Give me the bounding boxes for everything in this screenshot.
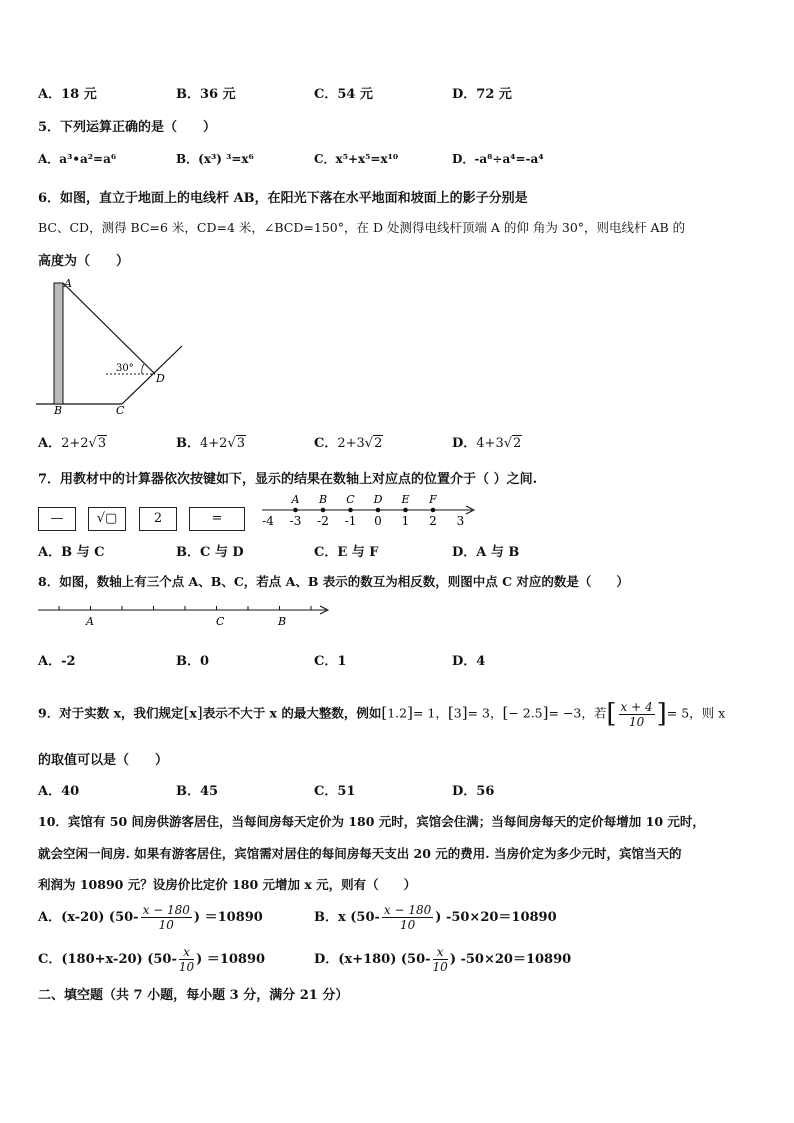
q10-option-b-pre: B．x (50-	[314, 910, 380, 925]
q6-option-a-label: A．	[38, 436, 62, 451]
q9-eq-4: = 5，则 x	[666, 705, 726, 721]
q10-option-c-frac	[179, 945, 194, 974]
q7-stem: 7．用教材中的计算器依次按键如下，显示的结果在数轴上对应点的位置介于（ ）之间.	[38, 472, 538, 487]
q10-option-d-den: 10	[432, 960, 448, 974]
q6-option-b: B．4+2√3	[176, 436, 246, 451]
q4-option-d: D．72 元	[452, 87, 512, 102]
q10-option-d-post: ) -50×20＝10890	[449, 952, 572, 967]
q6-option-b-label: B．	[176, 436, 200, 451]
q8-stem: 8．如图，数轴上有三个点 A、B、C，若点 A、B 表示的数互为相反数，则图中点 C 对应的数是（ ）	[38, 574, 629, 589]
q10-option-b-post: ) -50×20＝10890	[435, 910, 557, 925]
q6-option-d: D．4+3√2	[452, 436, 522, 451]
q6-option-d-expr: 4+3	[476, 436, 504, 451]
q10-option-a-den: 10	[158, 918, 174, 932]
q5-option-c: C．x⁵+x⁵=x¹⁰	[314, 152, 399, 166]
q7-tick-label: 2	[429, 514, 437, 528]
q8-option-b: B．0	[176, 654, 210, 669]
q9-fraction-den: 10	[628, 714, 645, 729]
q7-point	[403, 508, 408, 513]
q6-option-c-label: C．	[314, 436, 338, 451]
q7-tick-label: -4	[262, 514, 274, 528]
q9-example-3: − 2.5	[508, 705, 543, 721]
q6-option-c: C．2+3√2	[314, 436, 383, 451]
q10-option-b-den: 10	[399, 918, 416, 932]
q7-point	[431, 508, 436, 513]
q6-stem-line1: 6．如图，直立于地面上的电线杆 AB，在阳光下落在水平地面和坡面上的影子分别是	[38, 191, 528, 206]
q6-stem-line2: BC、CD，测得 BC=6 米，CD=4 米，∠BCD=150°，在 D 处测得电线杆顶端 A 的仰 角为 30°，则电线杆 AB 的	[38, 220, 686, 235]
slope-line	[122, 346, 182, 404]
section-2-heading: 二、填空题（共 7 小题，每小题 3 分，满分 21 分）	[38, 988, 349, 1003]
q7-point	[293, 508, 298, 513]
q8-label-C: C	[216, 615, 225, 628]
q7-option-c: C．E 与 F	[314, 545, 379, 560]
calc-key-2: 2	[139, 507, 177, 531]
sun-ray	[63, 283, 155, 374]
q6-figure	[30, 276, 200, 418]
q7-option-d: D．A 与 B	[452, 545, 520, 560]
label-C: C	[116, 404, 125, 417]
calc-key-sqrt: √▢	[88, 507, 126, 531]
q10-option-a-pre: A．(x-20) (50-	[38, 910, 139, 925]
q9-option-d: D．56	[452, 784, 495, 799]
q6-option-a-radicand: 3	[97, 436, 107, 451]
q6-option-d-radicand: 2	[513, 436, 522, 451]
q10-option-b	[314, 903, 557, 932]
q9-text-1: 9．对于实数 x，我们规定	[38, 705, 184, 721]
q10-option-c-post: ) ＝10890	[196, 952, 266, 967]
q5-stem: 5．下列运算正确的是（ ）	[38, 120, 217, 135]
q10-option-b-num: x − 180	[383, 903, 432, 917]
q9-example-1: 1.2	[387, 705, 408, 721]
q9-fraction	[619, 700, 655, 729]
q10-stem-line2: 就会空闲一间房. 如果有游客居住，宾馆需对居住的每间房每天支出 20 元的费用. 当房价定为多少元时，宾馆当天的	[38, 846, 682, 861]
q10-option-d	[314, 945, 571, 974]
q9-option-a: A．40	[38, 784, 80, 799]
q10-option-c-den: 10	[178, 960, 195, 974]
calc-key-minus: —	[38, 507, 76, 531]
q7-tick-label: 1	[401, 514, 410, 528]
q6-option-c-radicand: 2	[374, 436, 383, 451]
q7-point-letter: A	[291, 493, 300, 506]
q10-option-a-num: x − 180	[142, 903, 190, 917]
q8-option-c: C．1	[314, 654, 347, 669]
q10-option-d-pre: D．(x+180) (50-	[314, 952, 431, 967]
q4-option-b: B．36 元	[176, 87, 236, 102]
pole	[54, 283, 63, 404]
q9-eq-3: = −3，若	[548, 705, 607, 721]
label-A: A	[64, 277, 72, 290]
q6-option-c-expr: 2+3	[337, 436, 365, 451]
q10-option-a	[38, 903, 263, 932]
q10-option-a-frac	[141, 903, 192, 932]
q10-option-c	[38, 945, 265, 974]
q6-option-b-radicand: 3	[236, 436, 246, 451]
q10-option-b-frac	[382, 903, 433, 932]
angle-label: 30°	[116, 363, 134, 374]
q10-option-d-frac	[433, 945, 448, 974]
angle-arc	[142, 364, 144, 374]
q5-option-b: B．(x³) ³=x⁶	[176, 152, 254, 166]
label-B: B	[54, 404, 63, 417]
q7-point-letter: D	[373, 493, 383, 506]
q9-stem-line1: 9．对于实数 x，我们规定[x]表示不大于 x 的最大整数，例如[1.2]= 1，[3]= 3，[− 2.5]= −3，若[ $\frac{x + 4}{10}$ ]= 5，则 x	[38, 699, 726, 729]
q9-option-c: C．51	[314, 784, 356, 799]
q8-label-B: B	[278, 615, 287, 628]
label-D: D	[156, 372, 165, 385]
q7-tick-label: -3	[289, 514, 302, 528]
q6-option-a-expr: 2+2	[61, 436, 89, 451]
q6-option-a: A．2+2√3	[38, 436, 107, 451]
q10-option-c-num: x	[179, 945, 194, 960]
q6-option-b-expr: 4+2	[200, 436, 228, 451]
q10-option-d-num: x	[433, 945, 448, 960]
q7-number-line	[256, 490, 480, 530]
q7-tick-label: -2	[317, 514, 329, 528]
q10-stem-line1: 10．宾馆有 50 间房供游客居住，当每间房每天定价为 180 元时，宾馆会住满；当每间房每天的定价每增加 10 元时，	[38, 814, 705, 829]
q9-fraction-num: x + 4	[620, 699, 653, 714]
q10-option-a-post: ) ＝10890	[193, 910, 263, 925]
q4-option-a: A．18 元	[38, 87, 97, 102]
q9-eq-1: = 1，	[412, 705, 448, 721]
q7-point-letter: B	[318, 493, 328, 506]
q10-option-c-pre: C．(180+x-20) (50-	[38, 952, 177, 967]
q7-tick-label: 0	[374, 514, 382, 528]
q6-stem-line3: 高度为（ ）	[38, 254, 130, 269]
q7-point	[321, 508, 326, 513]
q9-stem-line2: 的取值可以是（ ）	[38, 753, 169, 768]
q8-label-A: A	[86, 615, 94, 628]
q10-stem-line3: 利润为 10890 元？设房价比定价 180 元增加 x 元，则有（ ）	[38, 877, 417, 892]
q5-option-d: D．-a⁸÷a⁴=-a⁴	[452, 152, 544, 166]
q8-number-line	[34, 598, 334, 632]
q6-option-d-label: D．	[452, 436, 477, 451]
q7-point-letter: F	[429, 493, 437, 506]
q9-option-b: B．45	[176, 784, 219, 799]
q7-point	[348, 508, 353, 513]
q5-option-a: A．a³•a²=a⁶	[38, 152, 117, 166]
q7-option-a: A．B 与 C	[38, 545, 105, 560]
q7-point-letter: E	[401, 493, 410, 506]
q7-point-letter: C	[346, 493, 355, 506]
q4-option-c: C．54 元	[314, 87, 373, 102]
q7-tick-label: -1	[344, 514, 357, 528]
q8-option-a: A．-2	[38, 654, 76, 669]
q8-option-d: D．4	[452, 654, 486, 669]
q7-point	[376, 508, 381, 513]
calc-key-equals: =	[189, 507, 245, 531]
q7-tick-label: 3	[456, 514, 465, 528]
q7-option-b: B．C 与 D	[176, 545, 244, 560]
q9-text-2: 表示不大于 x 的最大整数，例如	[202, 705, 382, 721]
q9-example-2: 3	[453, 705, 462, 721]
q9-bracket-x: x	[189, 705, 197, 721]
q9-eq-2: = 3，	[467, 705, 503, 721]
